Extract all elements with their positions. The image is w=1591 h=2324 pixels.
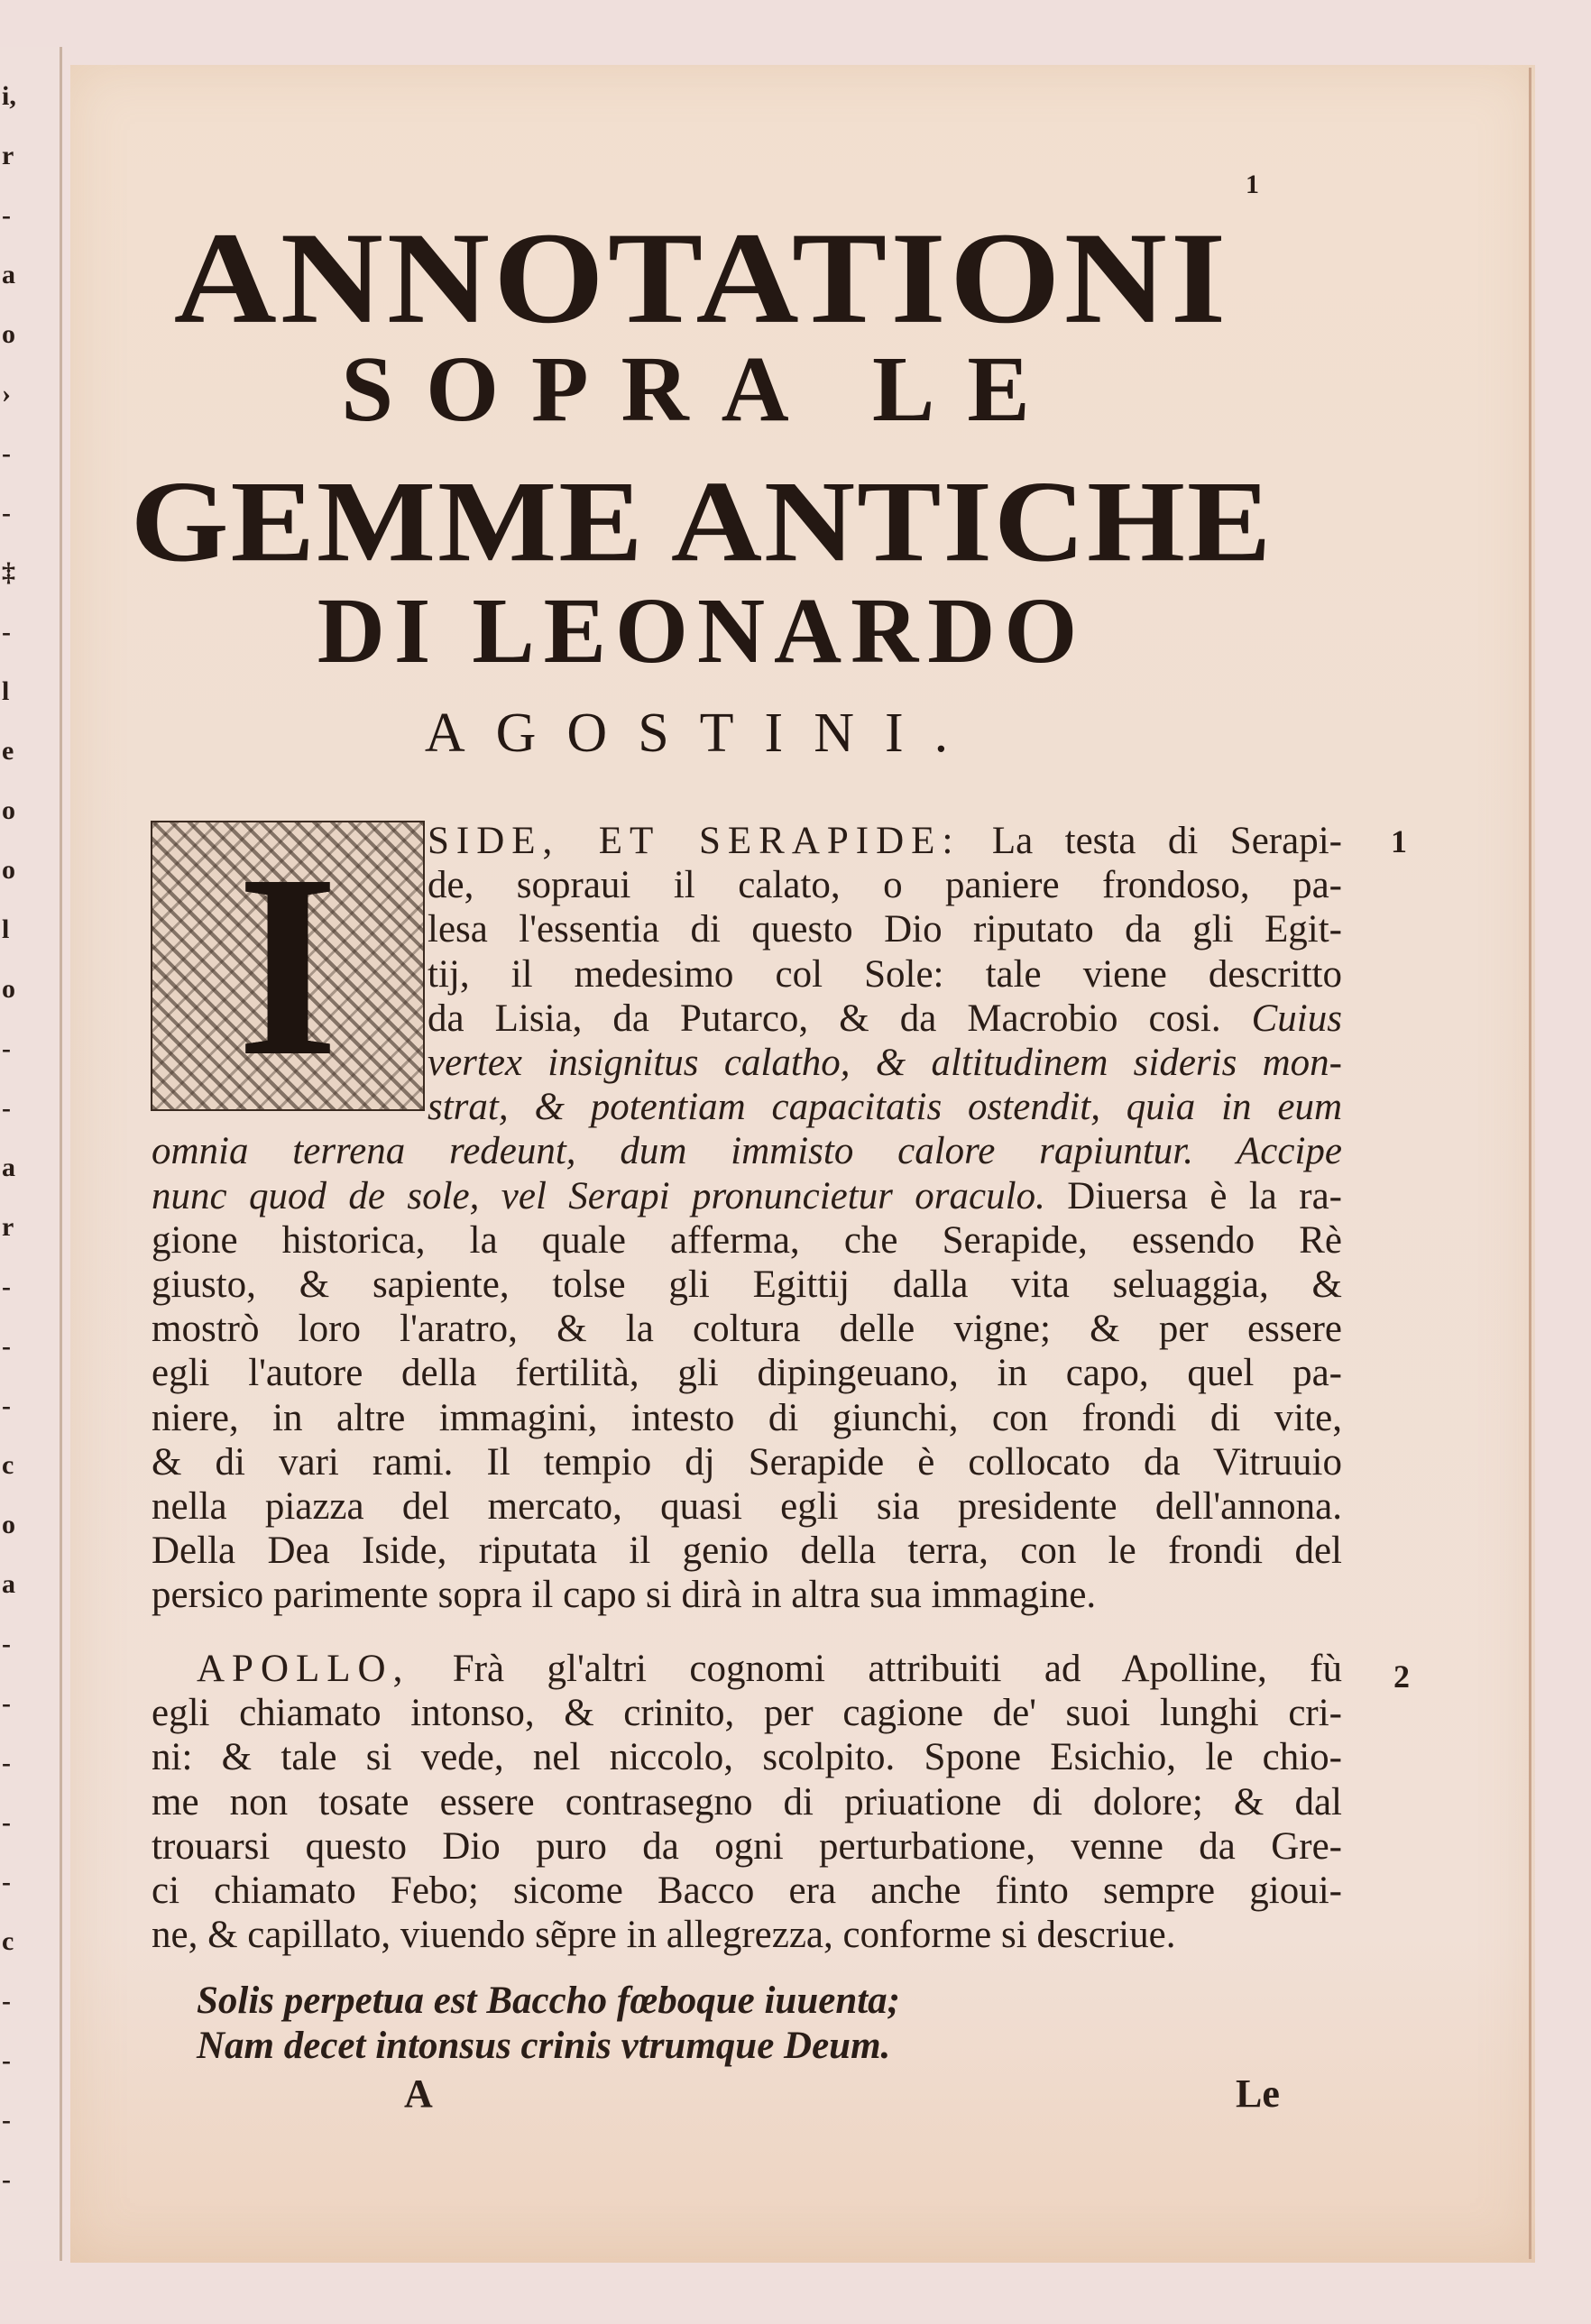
facing-page-fragment: o bbox=[2, 319, 15, 349]
text-run: niere, in altre immagini, intesto di giunchi, con frondi di vite, bbox=[152, 1396, 1342, 1439]
text-line bbox=[152, 863, 1342, 907]
facing-page-fragment: - bbox=[2, 200, 11, 230]
text-line bbox=[152, 1218, 1342, 1263]
facing-page-fragment: a bbox=[2, 260, 15, 289]
facing-page-fragment: a bbox=[2, 1153, 15, 1182]
facing-page-fragment: o bbox=[2, 1510, 15, 1539]
text-run: lesa l'essentia di questo Dio riputato da gli Egit- bbox=[428, 908, 1342, 951]
latin-verse bbox=[197, 1979, 900, 2069]
text-run: Della Dea Iside, riputata il genio della terra, con le frondi del bbox=[152, 1529, 1342, 1573]
facing-page-fragment: o bbox=[2, 855, 15, 885]
verse-line-2: Nam decet intonsus crinis vtrumque Deum. bbox=[197, 2025, 891, 2067]
facing-page-fragment: - bbox=[2, 1688, 11, 1718]
text-line bbox=[152, 1913, 1342, 1957]
facing-page-fragment: - bbox=[2, 1986, 11, 2016]
text-run: egli l'autore della fertilità, gli dipingeuano, in capo, quel pa- bbox=[152, 1352, 1342, 1395]
text-run: trouarsi questo Dio puro da ogni perturbatione, venne da Gre- bbox=[152, 1824, 1342, 1868]
facing-page-fragment: o bbox=[2, 974, 15, 1004]
facing-page-fragment: - bbox=[2, 1807, 11, 1837]
text-line bbox=[152, 819, 1342, 863]
text-run: giusto, & sapiente, tolse gli Egittij dalla vita seluaggia, & bbox=[152, 1263, 1342, 1307]
facing-page-fragment: r bbox=[2, 141, 14, 170]
text-line bbox=[152, 952, 1342, 997]
facing-page-fragment: e bbox=[2, 736, 14, 766]
section-heading: SIDE, ET SERAPIDE: bbox=[428, 820, 961, 862]
latin-quote: Cuius bbox=[1251, 997, 1342, 1040]
latin-quote: vertex insignitus calatho, & altitudinem sideris mon- bbox=[428, 1042, 1342, 1085]
initial-letter: I bbox=[236, 821, 339, 1110]
facing-page-fragment: - bbox=[2, 1391, 11, 1420]
title-line-3: GEMME ANTICHE bbox=[130, 457, 1274, 586]
facing-page-fragment: - bbox=[2, 1033, 11, 1063]
facing-page-fragment: - bbox=[2, 438, 11, 468]
text-run: Diuersa è la ra- bbox=[1044, 1174, 1342, 1217]
facing-page-fragment: - bbox=[2, 617, 11, 647]
marginal-number-1: 1 bbox=[1391, 823, 1407, 859]
facing-page-fragment: - bbox=[2, 1093, 11, 1123]
facing-page-fragment: a bbox=[2, 1569, 15, 1599]
text-line bbox=[152, 1484, 1342, 1529]
text-line bbox=[152, 1780, 1342, 1824]
text-run: tij, il medesimo col Sole: tale viene descritto bbox=[428, 952, 1342, 996]
facing-page-edge bbox=[0, 47, 62, 2261]
text-run: La testa di Serapi- bbox=[960, 820, 1342, 862]
text-line bbox=[152, 1085, 1342, 1129]
text-line bbox=[152, 1735, 1342, 1779]
facing-page-fragment: l bbox=[2, 914, 10, 944]
facing-page-fragment: - bbox=[2, 2105, 11, 2135]
latin-quote: omnia terrena redeunt, dum immisto calore rapiuntur. Accipe bbox=[152, 1130, 1342, 1173]
text-run: da Lisia, da Putarco, & da Macrobio cosi. bbox=[428, 997, 1252, 1040]
facing-page-fragment: c bbox=[2, 1926, 14, 1956]
text-line bbox=[152, 1174, 1342, 1218]
facing-page-fragment: - bbox=[2, 498, 11, 528]
facing-page-fragment: ‡ bbox=[2, 557, 15, 587]
text-line bbox=[152, 1351, 1342, 1395]
facing-page-fragment: - bbox=[2, 1272, 11, 1301]
text-run: egli chiamato intonso, & crinito, per cagione de' suoi lunghi cri- bbox=[152, 1692, 1342, 1735]
text-line bbox=[152, 1396, 1342, 1440]
catchword: Le bbox=[1236, 2071, 1280, 2116]
text-line bbox=[152, 1647, 1342, 1691]
text-run: gione historica, la quale afferma, che Serapide, essendo Rè bbox=[152, 1218, 1342, 1262]
signature-mark: A bbox=[404, 2071, 433, 2116]
title-line-1: ANNOTATIONI bbox=[173, 206, 1230, 352]
facing-page-fragment: r bbox=[2, 1212, 14, 1242]
section-apollo bbox=[152, 1647, 1342, 1957]
section-heading: APOLLO, bbox=[197, 1648, 410, 1690]
facing-page-fragment: o bbox=[2, 795, 15, 825]
text-run: ci chiamato Febo; sicome Bacco era anche finto sempre gioui- bbox=[152, 1869, 1342, 1913]
facing-page-fragment: i, bbox=[2, 81, 16, 111]
facing-page-fragment: - bbox=[2, 2164, 11, 2194]
text-run: & di vari rami. Il tempio dj Serapide è collocato da Vitruuio bbox=[152, 1440, 1342, 1484]
facing-page-fragment: › bbox=[2, 379, 11, 409]
text-line bbox=[152, 997, 1342, 1041]
text-line bbox=[152, 1263, 1342, 1307]
text-run: ni: & tale si vede, nel niccolo, scolpito. Spone Esichio, le chio- bbox=[152, 1736, 1342, 1779]
text-line bbox=[152, 1440, 1342, 1484]
text-line bbox=[152, 1529, 1342, 1573]
text-run: Frà gl'altri cognomi attribuiti ad Apolline, fù bbox=[409, 1648, 1342, 1690]
title-line-4: DI LEONARDO bbox=[317, 579, 1087, 683]
text-run: ne, & capillato, viuendo sẽpre in allegrezza, conforme si descriue. bbox=[152, 1914, 1176, 1957]
latin-quote: strat, & potentiam capacitatis ostendit, quia in eum bbox=[428, 1086, 1342, 1129]
section-iside-serapide bbox=[152, 819, 1342, 1618]
page-fold-line bbox=[1529, 68, 1531, 2259]
text-line bbox=[152, 1573, 1342, 1617]
facing-page-fragment: - bbox=[2, 1867, 11, 1897]
verse-line-1: Solis perpetua est Baccho fœboque iuuenta; bbox=[197, 1980, 901, 2022]
text-line bbox=[152, 1824, 1342, 1869]
text-run: persico parimente sopra il capo si dirà in altra sua immagine. bbox=[152, 1574, 1097, 1617]
text-run: me non tosate essere contrasegno di priuatione di dolore; & dal bbox=[152, 1780, 1342, 1823]
text-line bbox=[152, 1869, 1342, 1913]
facing-page-fragment: - bbox=[2, 1331, 11, 1361]
marginal-number-2: 2 bbox=[1393, 1658, 1410, 1695]
facing-page-fragment: - bbox=[2, 2045, 11, 2075]
title-line-2: SOPRA LE bbox=[341, 337, 1062, 441]
text-line bbox=[152, 1041, 1342, 1085]
facing-page-fragment: - bbox=[2, 1629, 11, 1658]
facing-page-fragment: c bbox=[2, 1450, 14, 1480]
facing-page-fragment: l bbox=[2, 676, 10, 706]
text-line bbox=[152, 1691, 1342, 1735]
title-line-5-author: AGOSTINI. bbox=[424, 703, 979, 764]
text-line bbox=[152, 1129, 1342, 1173]
text-run: mostrò loro l'aratro, & la coltura delle vigne; & per essere bbox=[152, 1308, 1342, 1351]
text-line bbox=[152, 1307, 1342, 1351]
text-run: nella piazza del mercato, quasi egli sia presidente dell'annona. bbox=[152, 1485, 1342, 1529]
text-run: de, sopraui il calato, o paniere frondoso, pa- bbox=[428, 864, 1342, 907]
facing-page-fragment: - bbox=[2, 1748, 11, 1777]
text-line bbox=[152, 907, 1342, 951]
page-number: 1 bbox=[1246, 170, 1259, 199]
latin-quote: nunc quod de sole, vel Serapi pronuncietur oraculo. bbox=[152, 1174, 1045, 1217]
